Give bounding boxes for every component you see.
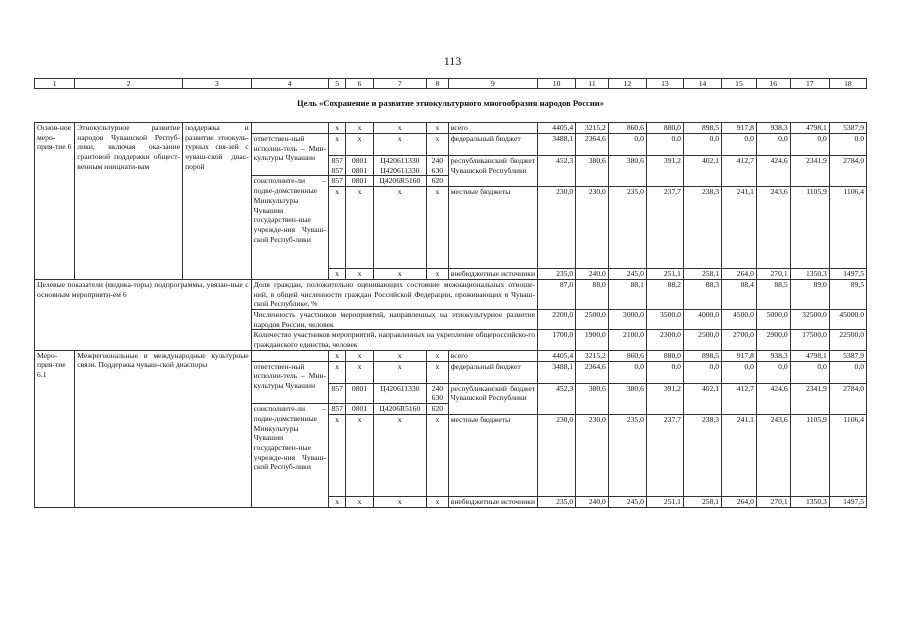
year-value: 3215,2 (576, 350, 609, 361)
budget-code-c8: x (426, 350, 448, 361)
funding-source: местные бюджеты (448, 187, 537, 269)
year-value: 402,1 (683, 383, 721, 414)
budget-code-c6: 0801 (346, 176, 373, 187)
budget-code-c7: x (373, 350, 426, 361)
year-value: 4405,4 (538, 123, 576, 134)
indicator-value: 3000,0 (608, 309, 646, 329)
year-value: 240,0 (576, 496, 609, 507)
table-row (35, 350, 867, 361)
budget-code-c6: x (346, 496, 373, 507)
budget-code-c7: x (373, 496, 426, 507)
header-col-5: 5 (328, 79, 345, 89)
budget-code-c6: x (346, 361, 373, 383)
header-col-17: 17 (790, 79, 829, 89)
funding-source: местные бюджеты (448, 414, 537, 496)
budget-code-c6: x (346, 134, 373, 156)
year-value: 1106,4 (829, 187, 866, 269)
year-value: 3488,1 (538, 134, 576, 156)
budget-code-c5: x (328, 123, 345, 134)
year-value: 3215,2 (576, 123, 609, 134)
indicator-value: 88,1 (608, 279, 646, 309)
budget-code-c6: 0801 (346, 383, 373, 403)
indicator-value: 88,3 (683, 279, 721, 309)
year-value: 380,6 (576, 156, 609, 187)
budget-code-c7: x (373, 269, 426, 280)
year-value: 245,0 (608, 496, 646, 507)
funding-source: республиканский бюджет Чувашской Республики (448, 156, 537, 187)
year-value: 1497,5 (829, 496, 866, 507)
budget-code-c5: x (328, 414, 345, 496)
year-value: 0,0 (722, 134, 757, 156)
indicator-value: 2100,0 (608, 330, 646, 350)
header-col-18: 18 (829, 79, 866, 89)
year-value: 5387,9 (829, 123, 866, 134)
budget-code-c5 (328, 156, 345, 176)
indicator-text: Количество участников мероприятий, направленных на укрепление общероссийско-го гражданского единства, человек (251, 330, 537, 350)
budget-code-c6: x (346, 414, 373, 496)
funding-source: всего (448, 350, 537, 361)
indicator-value: 1700,0 (538, 330, 576, 350)
budget-code-c5: x (328, 496, 345, 507)
header-col-16: 16 (756, 79, 790, 89)
header-col-14: 14 (683, 79, 721, 89)
year-value: 235,0 (608, 187, 646, 269)
value-line: 630 (431, 165, 444, 175)
year-value: 238,3 (683, 187, 721, 269)
year-value: 4405,4 (538, 350, 576, 361)
year-value: 412,7 (722, 156, 757, 187)
value-line: Ц420611330 (380, 165, 420, 175)
year-value: 230,0 (538, 414, 576, 496)
header-row (35, 79, 867, 89)
indicator-value: 89,5 (829, 279, 866, 309)
year-value: 0,0 (722, 361, 757, 383)
page-number: 113 (443, 54, 462, 68)
header-col-7: 7 (373, 79, 426, 89)
funding-source: всего (448, 123, 537, 134)
year-value: 251,1 (646, 269, 683, 280)
budget-code-c7: x (373, 134, 426, 156)
indicator-value: 2300,0 (646, 330, 683, 350)
header-col-13: 13 (646, 79, 683, 89)
budget-code-c6: x (346, 269, 373, 280)
indicator-value: 4500,0 (722, 309, 757, 329)
year-value: 4798,1 (790, 123, 829, 134)
header-col-9: 9 (448, 79, 537, 89)
indicator-value: 89,0 (790, 279, 829, 309)
budget-code-c8: 620 (426, 176, 448, 187)
indicator-value: 1900,0 (576, 330, 609, 350)
year-value: 938,3 (756, 123, 790, 134)
year-value: 2784,0 (829, 156, 866, 187)
indicator-value: 32500,0 (790, 309, 829, 329)
year-value: 4798,1 (790, 350, 829, 361)
indicator-value: 88,5 (756, 279, 790, 309)
indicators-label: Целевые показатели (индика-торы) подпрограммы, увязан-ные с основным мероприяти-ем 6 (35, 279, 252, 350)
year-value: 452,3 (538, 383, 576, 414)
value-line: 0801 (351, 156, 368, 165)
budget-code-c6: 0801 (346, 404, 373, 415)
indicator-text: Доля граждан, положительно оценивающих состояние межнациональных отноше-ний, в общей численности граждан Российской Федерации, проживающих в Чуваш-ской Республике, % (251, 279, 537, 309)
year-value: 412,7 (722, 383, 757, 414)
budget-code-c7: Ц420611330 (373, 383, 426, 403)
budget-code-c7: x (373, 414, 426, 496)
header-col-8: 8 (426, 79, 448, 89)
year-value: 1105,9 (790, 414, 829, 496)
year-value: 243,6 (756, 414, 790, 496)
year-value: 251,1 (646, 496, 683, 507)
indicator-value: 2500,0 (683, 330, 721, 350)
year-value: 424,6 (756, 383, 790, 414)
year-value: 2784,0 (829, 383, 866, 414)
budget-code-c5: x (328, 187, 345, 269)
indicator-value: 4000,0 (683, 309, 721, 329)
indicator-value: 88,4 (722, 279, 757, 309)
value-line: 240 (431, 156, 444, 165)
budget-code-c5: 857 (328, 176, 345, 187)
year-value: 241,1 (722, 414, 757, 496)
funding-source: федеральный бюджет (448, 134, 537, 156)
executor-empty (251, 350, 328, 361)
indicator-text: Численность участников мероприятий, направленных на этнокультурное развитие народов России, человек (251, 309, 537, 329)
year-value: 0,0 (683, 134, 721, 156)
activity-goal: поддержка и развитие этнокуль-турных свя-зей с чуваш-ской диас-порой (183, 123, 252, 280)
budget-code-c7: x (373, 187, 426, 269)
year-value: 270,1 (756, 269, 790, 280)
funding-source: внебюджетные источники (448, 269, 537, 280)
year-value: 230,0 (576, 414, 609, 496)
budget-code-c5: x (328, 350, 345, 361)
year-value: 938,3 (756, 350, 790, 361)
header-col-3: 3 (183, 79, 252, 89)
year-value: 2341,9 (790, 383, 829, 414)
activity-name: Межрегиональные и международные культурные связи. Поддержка чуваш-ской диаспоры (75, 350, 251, 507)
year-value: 270,1 (756, 496, 790, 507)
year-value: 402,1 (683, 156, 721, 187)
value-line: 630 (431, 393, 444, 403)
year-value: 0,0 (829, 134, 866, 156)
budget-code-c8: x (426, 134, 448, 156)
year-value: 0,0 (790, 361, 829, 383)
year-value: 880,0 (646, 123, 683, 134)
year-value: 1350,3 (790, 496, 829, 507)
responsible-executor: ответствен-ный исполни-тель – Мин-культуры Чувашии (251, 361, 328, 403)
value-line: Ц420611330 (380, 156, 420, 165)
indicator-value: 2500,0 (576, 309, 609, 329)
header-col-15: 15 (722, 79, 757, 89)
responsible-executor: ответствен-ный исполни-тель – Мин-культуры Чувашии (251, 134, 328, 176)
year-value: 264,0 (722, 496, 757, 507)
budget-code-c5: x (328, 361, 345, 383)
year-value: 3488,1 (538, 361, 576, 383)
indicator-value: 2200,0 (538, 309, 576, 329)
year-value: 1350,3 (790, 269, 829, 280)
header-col-12: 12 (608, 79, 646, 89)
goal-caption: Цель «Сохранение и развитие этнокультурного многообразия народов России» (296, 98, 605, 108)
header-col-2: 2 (75, 79, 183, 89)
year-value: 2364,6 (576, 134, 609, 156)
budget-code-c6: x (346, 187, 373, 269)
year-value: 245,0 (608, 269, 646, 280)
year-value: 380,6 (576, 383, 609, 414)
budget-code-c5: x (328, 134, 345, 156)
budget-code-c5: x (328, 269, 345, 280)
year-value: 230,0 (538, 187, 576, 269)
budget-code-c8 (426, 383, 448, 403)
indicator-value: 2900,0 (756, 330, 790, 350)
budget-code-c8: 620 (426, 404, 448, 415)
year-value: 391,2 (646, 383, 683, 414)
year-value: 880,0 (646, 350, 683, 361)
budget-code-c8 (426, 156, 448, 176)
year-value: 860,6 (608, 123, 646, 134)
year-value: 235,0 (538, 269, 576, 280)
year-value: 2341,9 (790, 156, 829, 187)
co-executors: соисполните-ли – подве-домственные Минкультуры Чувашии государствен-ные учрежде-ния Чуваш-ской Респуб-лики (251, 404, 328, 507)
indicator-value: 87,0 (538, 279, 576, 309)
budget-table (34, 122, 867, 508)
year-value: 230,0 (576, 187, 609, 269)
year-value: 391,2 (646, 156, 683, 187)
year-value: 860,6 (608, 350, 646, 361)
year-value: 898,5 (683, 123, 721, 134)
budget-code-c7: x (373, 361, 426, 383)
year-value: 380,6 (608, 156, 646, 187)
header-col-11: 11 (576, 79, 609, 89)
table-row (35, 123, 867, 134)
budget-code-c6: x (346, 350, 373, 361)
year-value: 258,1 (683, 269, 721, 280)
header-col-1: 1 (35, 79, 75, 89)
year-value: 0,0 (646, 134, 683, 156)
year-value: 0,0 (756, 361, 790, 383)
year-value: 0,0 (646, 361, 683, 383)
budget-code-c8: x (426, 361, 448, 383)
column-number-header (34, 78, 867, 89)
year-value: 1105,9 (790, 187, 829, 269)
year-value: 1106,4 (829, 414, 866, 496)
indicator-value: 2700,0 (722, 330, 757, 350)
year-value: 0,0 (608, 134, 646, 156)
indicator-value: 88,0 (576, 279, 609, 309)
budget-code-c8: x (426, 496, 448, 507)
budget-code-c6 (346, 156, 373, 176)
year-value: 243,6 (756, 187, 790, 269)
funding-source: внебюджетные источники (448, 496, 537, 507)
year-value: 237,7 (646, 414, 683, 496)
year-value: 235,0 (538, 496, 576, 507)
value-line: 857 (331, 156, 343, 165)
year-value: 424,6 (756, 156, 790, 187)
year-value: 0,0 (829, 361, 866, 383)
budget-code-c7: Ц4206R5160 (373, 176, 426, 187)
year-value: 452,3 (538, 156, 576, 187)
budget-code-c8: x (426, 414, 448, 496)
indicator-value: 88,2 (646, 279, 683, 309)
year-value: 1497,5 (829, 269, 866, 280)
year-value: 0,0 (756, 134, 790, 156)
year-value: 264,0 (722, 269, 757, 280)
executor-empty (251, 123, 328, 134)
header-col-6: 6 (346, 79, 373, 89)
year-value: 380,6 (608, 383, 646, 414)
year-value: 0,0 (608, 361, 646, 383)
year-value: 5387,9 (829, 350, 866, 361)
year-value: 235,0 (608, 414, 646, 496)
year-value: 0,0 (683, 361, 721, 383)
funding-source: федеральный бюджет (448, 361, 537, 383)
year-value: 240,0 (576, 269, 609, 280)
value-line: 857 (331, 165, 343, 175)
activity-code: Меро-прия-тие 6.1 (35, 350, 75, 507)
year-value: 241,1 (722, 187, 757, 269)
year-value: 0,0 (790, 134, 829, 156)
indicator-value: 45000,0 (829, 309, 866, 329)
activity-code: Основ-ное меро-прия-тие 6 (35, 123, 75, 280)
budget-code-c8: x (426, 187, 448, 269)
year-value: 237,7 (646, 187, 683, 269)
year-value: 258,1 (683, 496, 721, 507)
indicator-row (35, 279, 867, 309)
budget-code-c5: 857 (328, 383, 345, 403)
budget-code-c6: x (346, 123, 373, 134)
value-line: 240 (431, 383, 444, 393)
budget-code-c5: 857 (328, 404, 345, 415)
activity-name: Этнокультурное развитие народов Чувашской Респуб-лики, включая ока-зание грантовой поддержки общест-венным инициати-вам (75, 123, 183, 280)
indicator-value: 3500,0 (646, 309, 683, 329)
budget-code-c7: x (373, 123, 426, 134)
indicator-value: 22500,0 (829, 330, 866, 350)
indicator-value: 5000,0 (756, 309, 790, 329)
funding-source: республиканский бюджет Чувашской Республики (448, 383, 537, 414)
budget-code-c7 (373, 156, 426, 176)
year-value: 917,8 (722, 123, 757, 134)
year-value: 917,8 (722, 350, 757, 361)
budget-code-c8: x (426, 269, 448, 280)
co-executors: соисполните-ли – подве-домственные Минкультуры Чувашии государствен-ные учрежде-ния Чуваш-ской Респуб-лики (251, 176, 328, 279)
year-value: 898,5 (683, 350, 721, 361)
year-value: 238,3 (683, 414, 721, 496)
indicator-value: 17500,0 (790, 330, 829, 350)
header-col-4: 4 (251, 79, 328, 89)
budget-code-c8: x (426, 123, 448, 134)
value-line: 0801 (351, 165, 368, 175)
header-col-10: 10 (538, 79, 576, 89)
year-value: 2364,6 (576, 361, 609, 383)
budget-code-c7: Ц4206R5160 (373, 404, 426, 415)
